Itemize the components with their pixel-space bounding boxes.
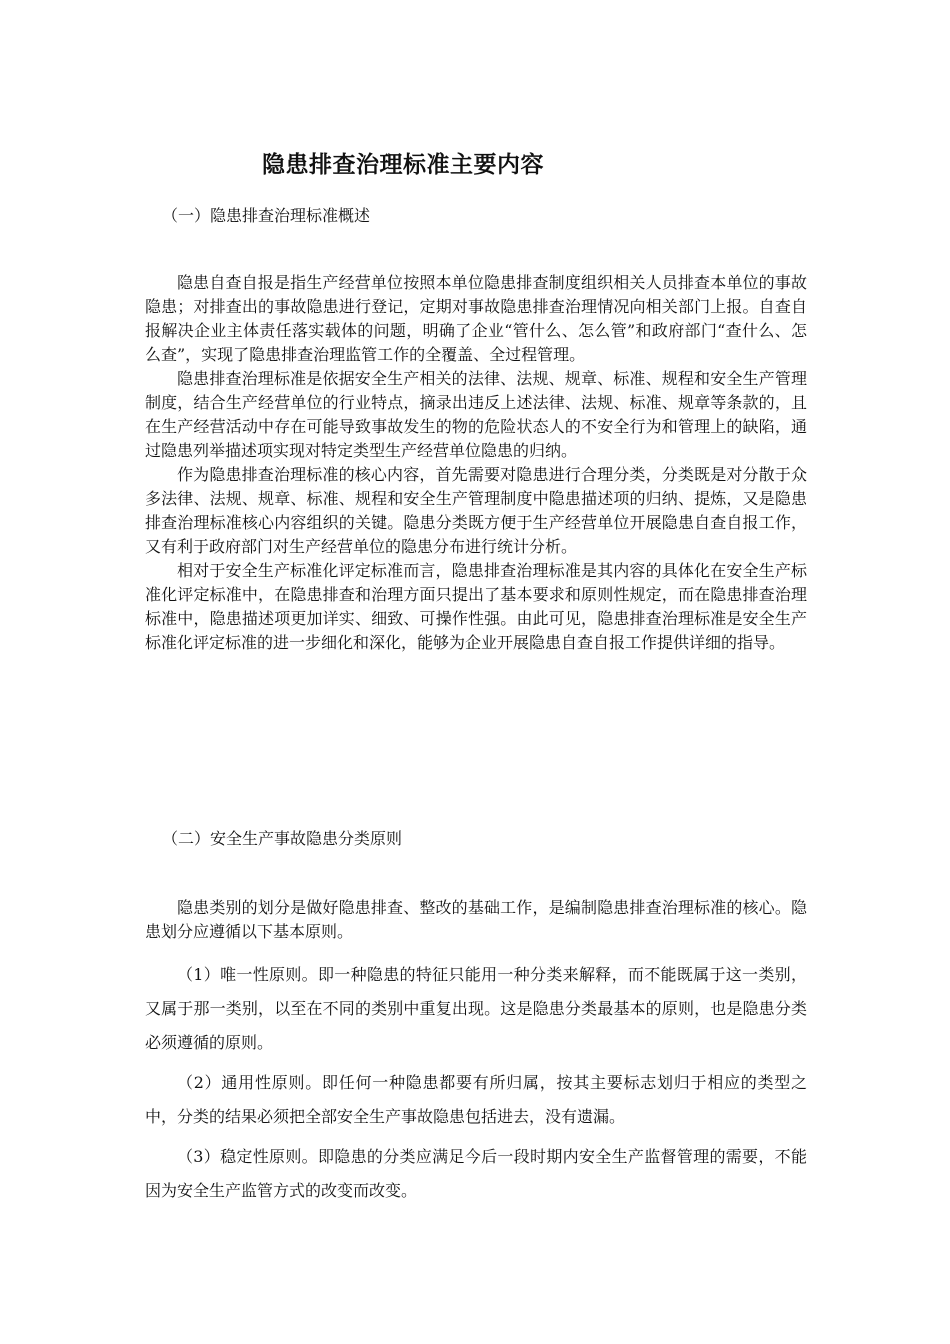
principle-item: （2）通用性原则。即任何一种隐患都要有所归属，按其主要标志划归于相应的类型之中，分类的结果必须把全部安全生产事故隐患包括进去，没有遗漏。 — [145, 1073, 807, 1126]
section-heading-overview: （一）隐患排查治理标准概述 — [162, 206, 371, 225]
paragraph: 相对于安全生产标准化评定标准而言，隐患排查治理标准是其内容的具体化在安全生产标准化评定标准中，在隐患排查和治理方面只提出了基本要求和原则性规定，而在隐患排查治理标准中，隐患描述项更加详实、细致、可操作性强。由此可见，隐患排查治理标准是安全生产标准化评定标准的进一步细化和深化，能够为企业开展隐患自查自报工作提供详细的指导。 — [145, 561, 807, 652]
section-overview-body — [145, 271, 807, 655]
section-classification-body — [145, 896, 807, 1214]
paragraph: 隐患自查自报是指生产经营单位按照本单位隐患排查制度组织相关人员排查本单位的事故隐患；对排查出的事故隐患进行登记，定期对事故隐患排查治理情况向相关部门上报。自查自报解决企业主体责任落实载体的问题，明确了企业“管什么、怎么管”和政府部门“查什么、怎么查”，实现了隐患排查治理监管工作的全覆盖、全过程管理。 — [145, 273, 807, 364]
paragraph: 作为隐患排查治理标准的核心内容，首先需要对隐患进行合理分类，分类既是对分散于众多法律、法规、规章、标准、规程和安全生产管理制度中隐患描述项的归纳、提炼，又是隐患排查治理标准核心内容组织的关键。隐患分类既方便于生产经营单位开展隐患自查自报工作，又有利于政府部门对生产经营单位的隐患分布进行统计分析。 — [145, 465, 807, 556]
paragraph: 隐患类别的划分是做好隐患排查、整改的基础工作，是编制隐患排查治理标准的核心。隐患划分应遵循以下基本原则。 — [145, 898, 807, 941]
principle-item: （3）稳定性原则。即隐患的分类应满足今后一段时期内安全生产监督管理的需要，不能因为安全生产监管方式的改变而改变。 — [145, 1147, 807, 1200]
section-heading-classification: （二）安全生产事故隐患分类原则 — [162, 829, 403, 848]
paragraph: 隐患排查治理标准是依据安全生产相关的法律、法规、规章、标准、规程和安全生产管理制度，结合生产经营单位的行业特点，摘录出违反上述法律、法规、标准、规章等条款的，且在生产经营活动中存在可能导致事故发生的物的危险状态人的不安全行为和管理上的缺陷，通过隐患列举描述项实现对特定类型生产经营单位隐患的归纳。 — [145, 369, 807, 460]
principle-item: （1）唯一性原则。即一种隐患的特征只能用一种分类来解释，而不能既属于这一类别，又属于那一类别，以至在不同的类别中重复出现。这是隐患分类最基本的原则，也是隐患分类必须遵循的原则。 — [145, 965, 807, 1052]
document-title: 隐患排查治理标准主要内容 — [262, 151, 544, 178]
